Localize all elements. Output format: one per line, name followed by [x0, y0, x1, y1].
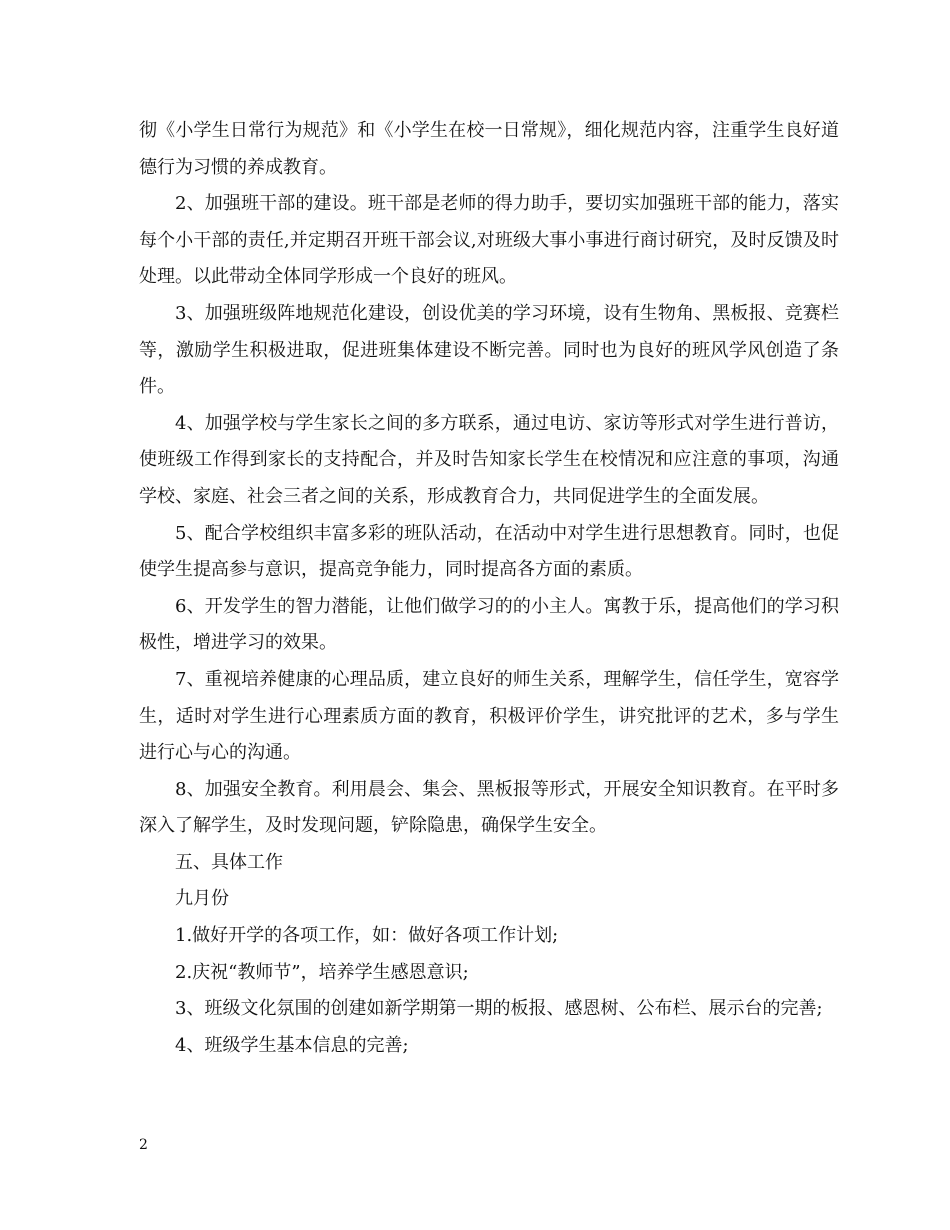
paragraph-item-5: 5、配合学校组织丰富多彩的班队活动，在活动中对学生进行思想教育。同时，也促使学生提高参与意识，提高竞争能力，同时提高各方面的素质。: [139, 522, 839, 581]
task-item-1: 1.做好开学的各项工作，如：做好各项工作计划;: [175, 925, 559, 947]
task-item-4: 4、班级学生基本信息的完善;: [175, 1034, 409, 1056]
paragraph-item-3: 3、加强班级阵地规范化建设，创设优美的学习环境，设有生物角、黑板报、竞赛栏等，激励学生积极进取，促进班集体建设不断完善。同时也为良好的班风学风创造了条件。: [139, 302, 839, 398]
task-item-2: 2.庆祝“教师节”，培养学生感恩意识;: [175, 961, 469, 983]
page-number: 2: [139, 1137, 148, 1153]
document-body: [139, 113, 839, 1064]
paragraph-continuation: 彻《小学生日常行为规范》和《小学生在校一日常规》，细化规范内容，注重学生良好道德行为习惯的养成教育。: [139, 120, 839, 178]
section-heading: 五、具体工作: [175, 851, 283, 873]
paragraph-item-8: 8、加强安全教育。利用晨会、集会、黑板报等形式，开展安全知识教育。在平时多深入了解学生，及时发现问题，铲除隐患，确保学生安全。: [139, 778, 839, 837]
month-heading: 九月份: [175, 888, 229, 910]
paragraph-item-7: 7、重视培养健康的心理品质，建立良好的师生关系，理解学生，信任学生，宽容学生，适时对学生进行心理素质方面的教育，积极评价学生，讲究批评的艺术，多与学生进行心与心的沟通。: [139, 668, 839, 764]
task-item-3: 3、班级文化氛围的创建如新学期第一期的板报、感恩树、公布栏、展示台的完善;: [175, 998, 823, 1020]
paragraph-item-2: 2、加强班干部的建设。班干部是老师的得力助手，要切实加强班干部的能力，落实每个小干部的责任,并定期召开班干部会议,对班级大事小事进行商讨研究，及时反馈及时处理。以此带动全体同学形成一个良好的班风。: [139, 193, 839, 288]
paragraph-item-6: 6、开发学生的智力潜能，让他们做学习的的小主人。寓教于乐，提高他们的学习积极性，增进学习的效果。: [139, 595, 839, 654]
paragraph-item-4: 4、加强学校与学生家长之间的多方联系，通过电访、家访等形式对学生进行普访，使班级工作得到家长的支持配合，并及时告知家长学生在校情况和应注意的事项，沟通学校、家庭、社会三者之间的关系，形成教育合力，共同促进学生的全面发展。: [139, 412, 839, 507]
